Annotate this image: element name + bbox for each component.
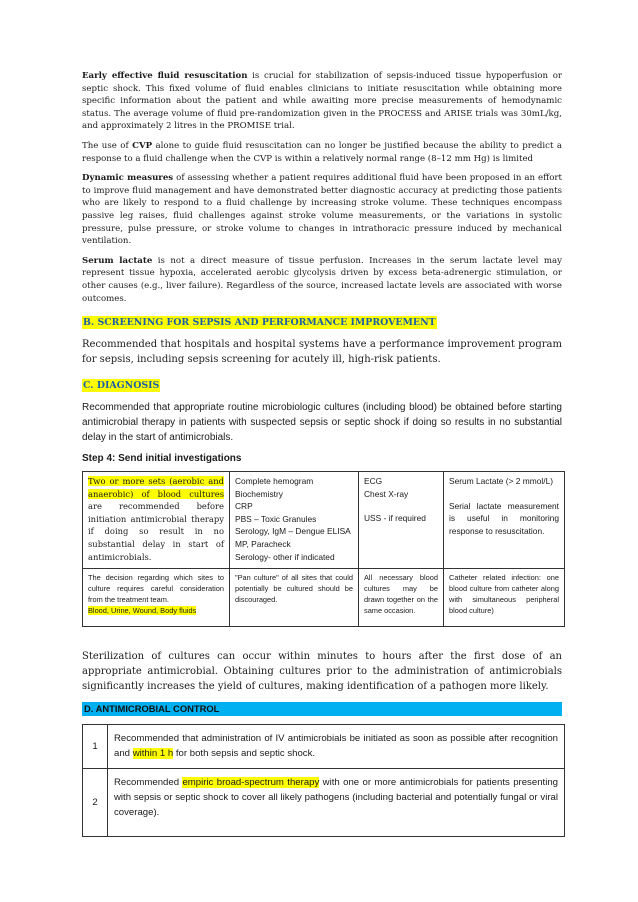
lactate-cell bbox=[444, 472, 565, 569]
lactate-threshold: Serum Lactate (> 2 mmol/L) bbox=[449, 476, 554, 487]
paragraph-serum-lactate bbox=[82, 255, 562, 305]
culture-sites-note-cell bbox=[83, 569, 230, 627]
recommendation-text: Recommended bbox=[114, 777, 183, 789]
dynamic-measures-text: of assessing whether a patient requires additional fluid have been proposed in an effort to improve fluid management and have demonstrated better diagnostic accuracy at predicting those patients who are likely to respond to a fluid challenge by increasing stroke volume. These techniques encompass passive leg raises, fluid challenges against stroke volume measurements, or the variations in systolic pressure, pulse pressure, or stroke volume to changes in intrathoracic pressure induced by mechanical ventilation. bbox=[82, 173, 562, 247]
paragraph-fluid-resuscitation bbox=[82, 70, 562, 133]
imaging-item-chest-xray: Chest X-ray bbox=[364, 488, 409, 499]
investigations-main-row bbox=[83, 472, 565, 569]
lab-tests-cell bbox=[230, 472, 359, 569]
paragraph-dynamic-measures bbox=[82, 172, 562, 248]
recommendation-text: Recommended that administration of IV antimicrobials be initiated as soon as possible after recognition and bbox=[114, 733, 558, 760]
term-cvp: CVP bbox=[132, 140, 153, 151]
catheter-infection-note: Catheter related infection: one blood culture from catheter along with simultaneous peripheral blood culture) bbox=[444, 569, 565, 627]
blood-cultures-text: are recommended before initiation antimicrobial therapy if doing so result in no substantial delay in start of antimicrobials. bbox=[88, 501, 224, 562]
imaging-item-uss: USS - if required bbox=[364, 513, 426, 524]
culture-sites-highlight: Blood, Urine, Wound, Body fluids bbox=[88, 606, 197, 616]
recommendation-text: for both sepsis and septic shock. bbox=[173, 748, 316, 760]
document-page bbox=[82, 70, 562, 837]
fluid-resuscitation-text: is crucial for stabilization of sepsis-induced tissue hypoperfusion or septic shock. This fixed volume of fluid enables clinicians to initiate resuscitation while obtaining more specific information about the patient and while awaiting more precise measurements of hemodynamic status. The average volume of fluid pre-randomization given in the PROCESS and ARISE trials was 30mL/kg, and approximately 2 litres in the PROMISE trial. bbox=[82, 71, 562, 132]
antimicrobial-recommendation bbox=[108, 725, 565, 769]
paragraph-cvp bbox=[82, 140, 562, 165]
investigations-note-row bbox=[83, 569, 565, 627]
investigations-table bbox=[82, 471, 565, 627]
section-c-heading: C. DIAGNOSIS bbox=[83, 380, 160, 392]
serial-lactate-note: Serial lactate measurement is useful in monitoring response to resuscitation. bbox=[449, 500, 559, 536]
term-fluid-resuscitation: Early effective fluid resuscitation bbox=[82, 71, 248, 81]
recommendation-highlight: empiric broad-spectrum therapy bbox=[182, 777, 320, 789]
cvp-text: alone to guide fluid resuscitation can no longer be justified because the ability to predict a response to a fluid challenge when the CVP is within a relatively normal range (8–12 mm Hg) is limited bbox=[82, 140, 562, 164]
culture-sites-note: The decision regarding which sites to culture requires careful consideration from the treatment team. bbox=[88, 573, 224, 605]
blood-cultures-highlight: Two or more sets (aerobic and anaerobic) of blood cultures bbox=[88, 476, 224, 499]
antimicrobial-row bbox=[83, 769, 565, 837]
section-b-heading: B. SCREENING FOR SEPSIS AND PERFORMANCE IMPROVEMENT bbox=[83, 317, 436, 329]
cvp-prefix: The use of bbox=[82, 140, 133, 151]
serum-lactate-text: is not a direct measure of tissue perfusion. Increases in the serum lactate level may represent tissue hypoxia, accelerated aerobic glycolysis driven by excess beta-adrenergic stimulation, or other causes (e.g., liver failure). Regardless of the source, increased lactate levels are associated with worse outcomes. bbox=[82, 255, 562, 304]
row-number: 2 bbox=[83, 769, 108, 837]
lab-test-item: PBS – Toxic Granules bbox=[235, 513, 317, 524]
lab-test-item: Serology- other if indicated bbox=[235, 551, 335, 562]
antimicrobial-recommendation bbox=[108, 769, 565, 837]
recommendation-text: with one or more antimicrobials for patients presenting with sepsis or septic shock to cover all likely pathogens (including bacterial and potentially fungal or viral coverage). bbox=[114, 777, 558, 819]
lab-test-item: Biochemistry bbox=[235, 488, 283, 499]
section-d-heading: D. ANTIMICROBIAL CONTROL bbox=[82, 702, 562, 716]
imaging-cell bbox=[359, 472, 444, 569]
step-4-title: Step 4: Send initial investigations bbox=[82, 453, 242, 465]
lab-test-item: Serology, IgM – Dengue ELISA bbox=[235, 526, 351, 537]
lab-test-item: Complete hemogram bbox=[235, 476, 314, 487]
section-b-text: Recommended that hospitals and hospital systems have a performance improvement program for sepsis, including sepsis screening for acutely ill, high-risk patients. bbox=[82, 339, 562, 366]
recommendation-highlight: within 1 h bbox=[132, 748, 174, 760]
pan-culture-note: "Pan culture" of all sites that could potentially be cultured should be discouraged. bbox=[230, 569, 359, 627]
term-dynamic-measures: Dynamic measures bbox=[82, 173, 174, 184]
row-number: 1 bbox=[83, 725, 108, 769]
lab-test-item: MP, Paracheck bbox=[235, 539, 291, 550]
sterilization-paragraph: Sterilization of cultures can occur within minutes to hours after the first dose of an appropriate antimicrobial. Obtaining cultures prior to the administration of antimicrobials significantly increases the yield of cultures, making identification of a pathogen more likely. bbox=[82, 651, 562, 693]
blood-cultures-cell bbox=[83, 472, 230, 569]
antimicrobial-table bbox=[82, 724, 565, 837]
lab-test-item: CRP bbox=[235, 501, 253, 512]
antimicrobial-row bbox=[83, 725, 565, 769]
term-serum-lactate: Serum lactate bbox=[82, 255, 153, 266]
imaging-item-ecg: ECG bbox=[364, 476, 383, 487]
section-c-text: Recommended that appropriate routine microbiologic cultures (including blood) be obtained before starting antimicrobial therapy in patients with suspected sepsis or septic shock if doing so results in no substantial delay in the start of antimicrobials. bbox=[82, 402, 562, 444]
blood-cultures-occasion-note: All necessary blood cultures may be drawn together on the same occasion. bbox=[359, 569, 444, 627]
